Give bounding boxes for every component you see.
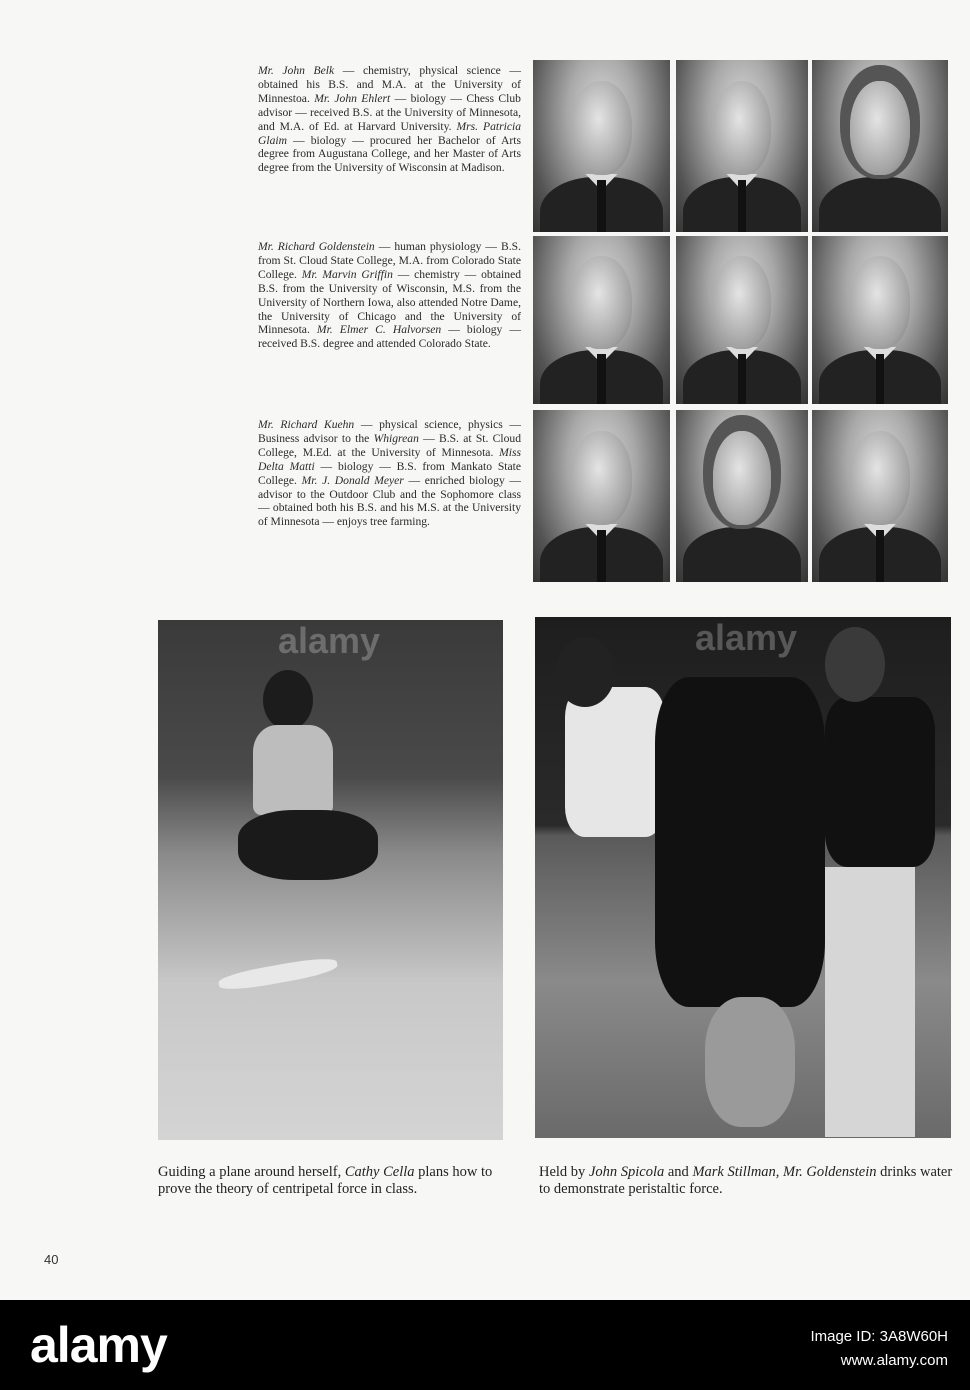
name-text: Mr. Elmer C. Halvorsen — [316, 323, 442, 337]
faculty-portrait — [812, 410, 948, 582]
body-text: plans how to prove the theory of centripetal force in class. — [158, 1164, 493, 1197]
stock-footer — [0, 1300, 970, 1390]
faculty-portrait — [812, 60, 948, 232]
name-text: Mr. J. Donald Meyer — [301, 473, 404, 487]
body-text: — human physiology — B.S. from St. Cloud State College, M.A. from Colorado State College. — [258, 240, 521, 281]
photo-goldenstein-upside-down — [535, 617, 951, 1138]
body-text: Guiding a plane around herself, — [158, 1164, 345, 1180]
name-text: Mark Stillman, Mr. Goldenstein — [692, 1164, 877, 1180]
faculty-portrait — [812, 236, 948, 404]
name-text: Mr. John Belk — [258, 64, 335, 77]
name-text: Cathy Cella — [344, 1164, 415, 1180]
page-number: 40 — [44, 1252, 59, 1267]
model-plane — [217, 955, 338, 994]
caption-right — [539, 1164, 959, 1198]
caption-left — [158, 1164, 503, 1198]
faculty-portrait — [676, 236, 808, 404]
body-text: drinks water to demonstrate peristaltic force. — [539, 1164, 953, 1197]
faculty-portrait — [676, 60, 808, 232]
name-text: Whigrean — [373, 431, 419, 445]
faculty-portrait — [676, 410, 808, 582]
body-text: — biology — procured her Bachelor of Arts degree from Augustana College, and her Master of Arts degree from the University of Wisconsin at Madison. — [258, 133, 521, 175]
watermark: alamy — [695, 617, 798, 658]
body-text: — enriched biology — advisor to the Outdoor Club and the Sophomore class — obtained both his B.S. and his M.S. at the University of Minnesota — enjoys tree farming. — [258, 473, 521, 529]
bio-paragraph-1 — [258, 64, 521, 175]
alamy-url[interactable]: www.alamy.com — [840, 1352, 948, 1369]
body-text: — B.S. at St. Cloud College, M.Ed. at the University of Minnesota. — [258, 431, 522, 459]
body-text: — biology — B.S. from Mankato State College. — [258, 459, 521, 487]
image-id: Image ID: 3A8W60H — [810, 1328, 948, 1345]
name-text: Mrs. Patricia Glaim — [258, 119, 521, 147]
faculty-portrait — [533, 60, 670, 232]
name-text: Mr. John Ehlert — [314, 91, 391, 105]
body-text: — biology — Chess Club advisor — received B.S. at the University of Minnesota, and M.A. of Ed. at Harvard University. — [258, 91, 521, 133]
body-text: and — [664, 1164, 693, 1180]
alamy-logo: alamy — [30, 1317, 167, 1373]
name-text: Miss Delta Matti — [258, 445, 521, 473]
faculty-portrait — [533, 410, 670, 582]
faculty-portrait — [533, 236, 670, 404]
body-text: — chemistry — obtained B.S. from the University of Wisconsin, M.S. from the University of Northern Iowa, also attended Notre Dame, the University of Chicago and the University of Minnesota. — [258, 267, 522, 337]
body-text: — biology — received B.S. degree and attended Colorado State. — [258, 323, 522, 351]
bio-paragraph-2 — [258, 240, 521, 351]
name-text: Mr. Richard Kuehn — [258, 418, 355, 431]
name-text: John Spicola — [588, 1164, 665, 1180]
body-text: Held by — [539, 1164, 589, 1180]
name-text: Mr. Richard Goldenstein — [258, 240, 375, 253]
watermark: alamy — [278, 620, 381, 661]
photo-cathy-cella-plane — [158, 620, 503, 1140]
body-text: — chemistry, physical science — obtained his B.S. and M.A. at the University of Minnestoa. — [258, 64, 521, 105]
bio-paragraph-3 — [258, 418, 521, 529]
name-text: Mr. Marvin Griffin — [301, 267, 393, 281]
body-text: — physical science, physics — Business advisor to the — [258, 418, 521, 445]
